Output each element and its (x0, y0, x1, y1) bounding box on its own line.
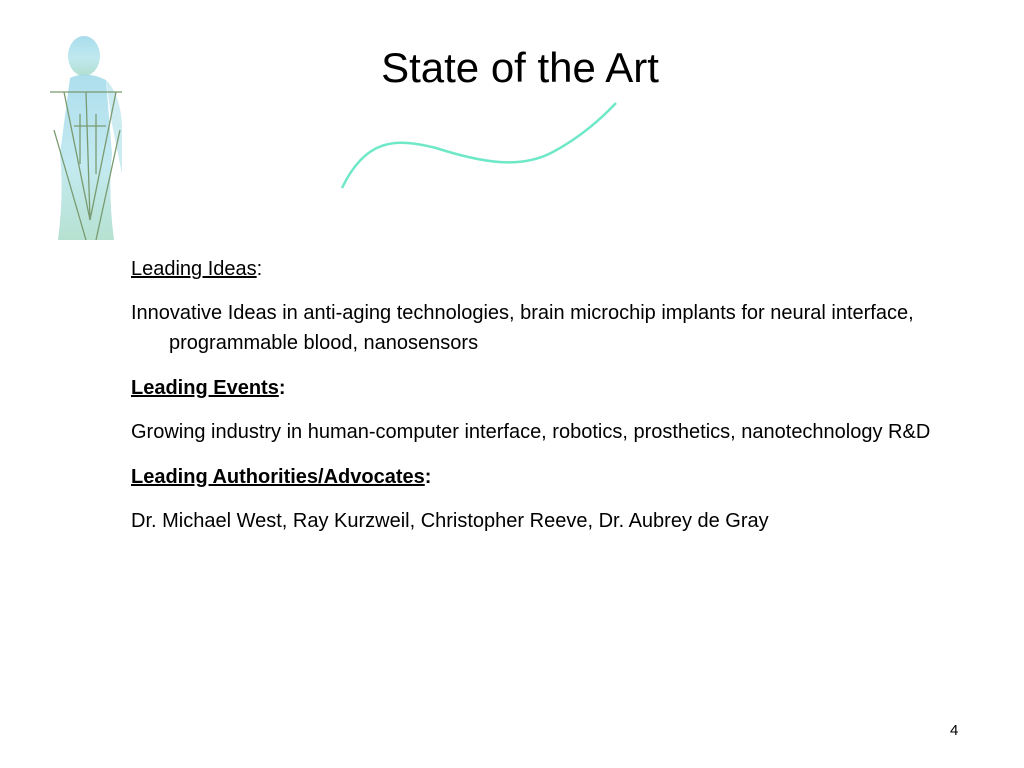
leading-authorities-text: Dr. Michael West, Ray Kurzweil, Christopher Reeve, Dr. Aubrey de Gray (131, 510, 769, 532)
leading-events-heading: Leading Events: (131, 377, 286, 399)
slide-title: State of the Art (381, 44, 659, 91)
page-number: 4 (950, 722, 959, 739)
leading-ideas-text: Innovative Ideas in anti-aging technologies, brain microchip implants for neural interface, programmable blood, nanosensors (131, 302, 914, 354)
slide-content (131, 254, 971, 551)
leading-ideas-heading: Leading Ideas: (131, 258, 263, 280)
leading-events-text: Growing industry in human-computer interface, robotics, prosthetics, nanotechnology R&D (131, 421, 931, 443)
leading-authorities-heading: Leading Authorities/Advocates: (131, 466, 432, 488)
decorative-swoosh (336, 98, 622, 192)
